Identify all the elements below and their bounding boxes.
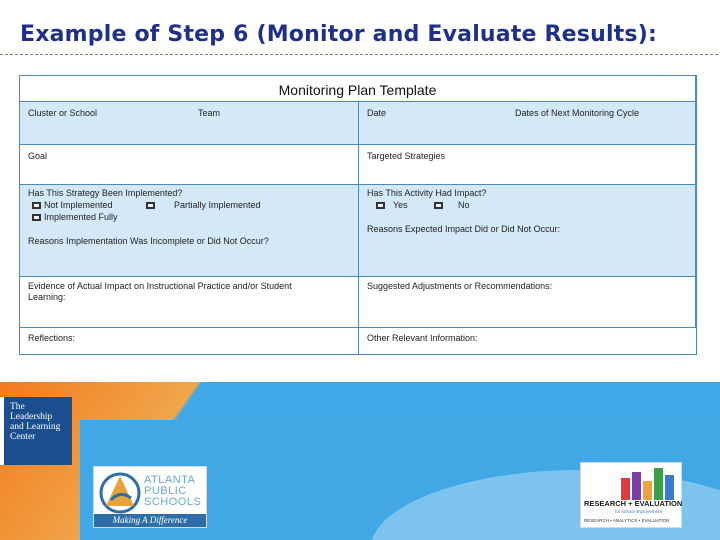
implemented-fully-checkbox[interactable] [32, 214, 41, 221]
aps-logo-words: ATLANTA PUBLIC SCHOOLS [144, 474, 202, 508]
implemented-question: Has This Strategy Been Implemented? [28, 188, 183, 198]
aps-emblem-icon [97, 470, 143, 516]
goal-cell[interactable] [20, 145, 359, 185]
other-info-label: Other Relevant Information: [367, 333, 478, 343]
implemented-fully-label: Implemented Fully [44, 212, 118, 222]
adjustments-label: Suggested Adjustments or Recommendations: [367, 281, 553, 291]
cluster-school-cell[interactable] [20, 102, 359, 145]
table-header-cell [20, 76, 696, 102]
slide-title: Example of Step 6 (Monitor and Evaluate Results): [20, 22, 657, 47]
reasons-incomplete-label: Reasons Implementation Was Incomplete or Did Not Occur? [28, 236, 269, 246]
no-checkbox[interactable] [434, 202, 443, 209]
reflections-label: Reflections: [28, 333, 76, 343]
no-label: No [458, 200, 470, 210]
cluster-label: Cluster or School [28, 108, 98, 118]
re-logo-strap: RESEARCH • ANALYTICS • EVALUATION [584, 518, 670, 523]
yes-label: Yes [393, 200, 408, 210]
evidence-cell[interactable] [20, 277, 359, 328]
impact-question: Has This Activity Had Impact? [367, 188, 487, 198]
leadership-learning-center-logo [0, 397, 72, 465]
re-logo-subtitle: for school improvement [615, 509, 662, 514]
reflections-cell[interactable] [20, 328, 359, 354]
partially-implemented-checkbox[interactable] [146, 202, 155, 209]
monitoring-plan-table [19, 75, 697, 355]
table-title: Monitoring Plan Template [278, 82, 437, 98]
strategies-cell[interactable] [359, 145, 696, 185]
not-implemented-label: Not Implemented [44, 200, 113, 210]
implementation-cell[interactable] [20, 185, 359, 277]
llc-logo-text: The Leadership and Learning Center [10, 402, 61, 442]
evidence-label: Evidence of Actual Impact on Instructional Practice and/or Student [28, 281, 292, 291]
date-label: Date [367, 108, 387, 118]
re-logo-title: RESEARCH + EVALUATION [584, 499, 683, 508]
research-evaluation-logo [580, 462, 682, 528]
goal-label: Goal [28, 151, 48, 161]
title-divider [0, 54, 720, 55]
aps-tagline: Making A Difference [94, 514, 206, 527]
reasons-impact-label: Reasons Expected Impact Did or Did Not Occur: [367, 224, 561, 234]
strategies-label: Targeted Strategies [367, 151, 446, 161]
yes-checkbox[interactable] [376, 202, 385, 209]
bar-graph-icon [619, 466, 679, 500]
not-implemented-checkbox[interactable] [32, 202, 41, 209]
team-label: Team [198, 108, 221, 118]
date-cell[interactable] [359, 102, 696, 145]
evidence-label-continued: Learning: [28, 292, 66, 302]
impact-cell[interactable] [359, 185, 696, 277]
next-cycle-label: Dates of Next Monitoring Cycle [515, 108, 640, 118]
other-info-cell[interactable] [359, 328, 696, 354]
atlanta-public-schools-logo [93, 466, 207, 528]
partially-implemented-label: Partially Implemented [174, 200, 261, 210]
adjustments-cell[interactable] [359, 277, 696, 328]
